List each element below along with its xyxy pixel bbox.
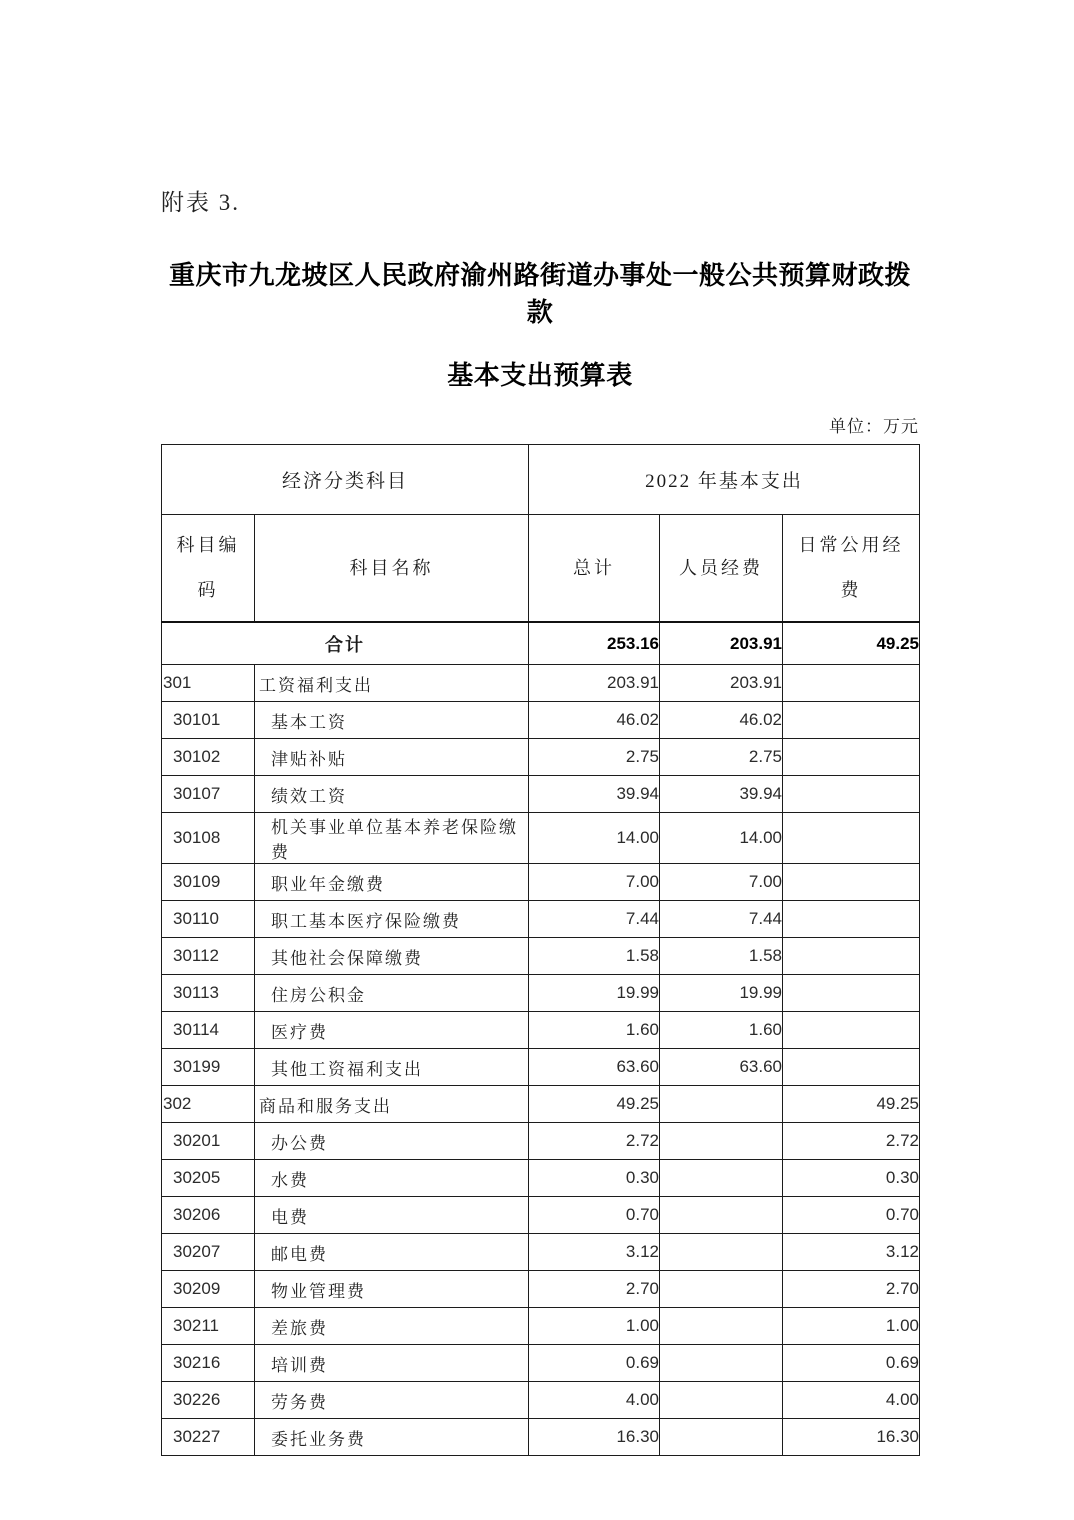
table-row — [162, 1086, 920, 1123]
table-row — [162, 1123, 920, 1160]
row-personnel-cell — [660, 1419, 783, 1456]
column-header-personnel-funds: 人员经费 — [660, 515, 783, 623]
table-row — [162, 1308, 920, 1345]
row-daily-cell — [783, 1012, 920, 1049]
row-total-cell: 1.00 — [529, 1308, 660, 1345]
row-personnel-cell: 39.94 — [660, 776, 783, 813]
row-code-cell: 30216 — [162, 1345, 255, 1382]
row-daily-cell: 4.00 — [783, 1382, 920, 1419]
table-row — [162, 975, 920, 1012]
row-code-cell: 30209 — [162, 1271, 255, 1308]
column-header-subject-code: 科目编码 — [162, 515, 255, 623]
row-code-cell: 30113 — [162, 975, 255, 1012]
row-name-cell: 电费 — [255, 1197, 529, 1234]
row-name-cell: 邮电费 — [255, 1234, 529, 1271]
row-daily-cell — [783, 975, 920, 1012]
total-row-total: 253.16 — [529, 622, 660, 665]
row-code-cell: 30199 — [162, 1049, 255, 1086]
row-personnel-cell: 46.02 — [660, 702, 783, 739]
row-total-cell: 39.94 — [529, 776, 660, 813]
table-row — [162, 1160, 920, 1197]
row-name-cell: 物业管理费 — [255, 1271, 529, 1308]
row-personnel-cell: 7.44 — [660, 901, 783, 938]
row-personnel-cell: 1.58 — [660, 938, 783, 975]
row-total-cell: 2.70 — [529, 1271, 660, 1308]
table-row — [162, 901, 920, 938]
page-title-line1: 重庆市九龙坡区人民政府渝州路街道办事处一般公共预算财政拨款 — [168, 260, 911, 327]
row-daily-cell: 16.30 — [783, 1419, 920, 1456]
row-daily-cell: 3.12 — [783, 1234, 920, 1271]
total-row-label: 合计 — [162, 622, 529, 665]
row-code-cell: 301 — [162, 665, 255, 702]
row-personnel-cell — [660, 1308, 783, 1345]
row-name-cell: 基本工资 — [255, 702, 529, 739]
row-name-cell: 水费 — [255, 1160, 529, 1197]
row-personnel-cell — [660, 1197, 783, 1234]
row-personnel-cell: 203.91 — [660, 665, 783, 702]
row-total-cell: 3.12 — [529, 1234, 660, 1271]
row-daily-cell: 1.00 — [783, 1308, 920, 1345]
row-personnel-cell — [660, 1345, 783, 1382]
table-row — [162, 702, 920, 739]
row-name-cell: 劳务费 — [255, 1382, 529, 1419]
row-daily-cell — [783, 813, 920, 864]
row-total-cell: 7.44 — [529, 901, 660, 938]
row-name-cell: 津贴补贴 — [255, 739, 529, 776]
row-code-cell: 30114 — [162, 1012, 255, 1049]
row-code-cell: 30101 — [162, 702, 255, 739]
table-row — [162, 938, 920, 975]
table-body-rows — [162, 622, 920, 1456]
total-row-daily: 49.25 — [783, 622, 920, 665]
total-row-personnel: 203.91 — [660, 622, 783, 665]
row-daily-cell — [783, 901, 920, 938]
row-personnel-cell — [660, 1086, 783, 1123]
row-personnel-cell — [660, 1160, 783, 1197]
row-total-cell: 4.00 — [529, 1382, 660, 1419]
row-total-cell: 46.02 — [529, 702, 660, 739]
row-name-cell: 办公费 — [255, 1123, 529, 1160]
row-total-cell: 63.60 — [529, 1049, 660, 1086]
row-daily-cell: 49.25 — [783, 1086, 920, 1123]
row-name-cell: 职业年金缴费 — [255, 864, 529, 901]
row-daily-cell — [783, 864, 920, 901]
row-total-cell: 14.00 — [529, 813, 660, 864]
row-code-cell: 30108 — [162, 813, 255, 864]
attachment-label: 附表 3. — [161, 190, 240, 215]
row-name-cell: 绩效工资 — [255, 776, 529, 813]
row-total-cell: 2.72 — [529, 1123, 660, 1160]
row-personnel-cell: 14.00 — [660, 813, 783, 864]
table-row — [162, 1271, 920, 1308]
row-name-cell: 医疗费 — [255, 1012, 529, 1049]
row-name-cell: 商品和服务支出 — [255, 1086, 529, 1123]
header-columns-row — [162, 515, 920, 623]
table-row — [162, 1345, 920, 1382]
column-header-subject-name: 科目名称 — [255, 515, 529, 623]
row-code-cell: 30206 — [162, 1197, 255, 1234]
row-name-cell: 机关事业单位基本养老保险缴费 — [255, 813, 529, 864]
row-daily-cell — [783, 739, 920, 776]
document-content — [161, 0, 919, 1456]
header-group-row — [162, 445, 920, 515]
unit-label: 单位：万元 — [829, 417, 919, 436]
column-header-daily-public-funds: 日常公用经费 — [783, 515, 920, 623]
row-total-cell: 0.30 — [529, 1160, 660, 1197]
table-row — [162, 665, 920, 702]
row-total-cell: 1.58 — [529, 938, 660, 975]
row-daily-cell — [783, 938, 920, 975]
row-total-cell: 19.99 — [529, 975, 660, 1012]
row-total-cell: 16.30 — [529, 1419, 660, 1456]
row-name-cell: 其他工资福利支出 — [255, 1049, 529, 1086]
row-code-cell: 30109 — [162, 864, 255, 901]
row-total-cell: 0.69 — [529, 1345, 660, 1382]
row-name-cell: 工资福利支出 — [255, 665, 529, 702]
row-daily-cell: 2.72 — [783, 1123, 920, 1160]
row-total-cell: 1.60 — [529, 1012, 660, 1049]
row-daily-cell: 0.69 — [783, 1345, 920, 1382]
row-name-cell: 委托业务费 — [255, 1419, 529, 1456]
row-daily-cell — [783, 702, 920, 739]
header-2022-basic-expenditure: 2022 年基本支出 — [529, 445, 920, 515]
row-code-cell: 30211 — [162, 1308, 255, 1345]
table-row — [162, 739, 920, 776]
row-code-cell: 30205 — [162, 1160, 255, 1197]
row-daily-cell: 0.30 — [783, 1160, 920, 1197]
row-total-cell: 0.70 — [529, 1197, 660, 1234]
row-daily-cell — [783, 1049, 920, 1086]
row-code-cell: 302 — [162, 1086, 255, 1123]
row-daily-cell — [783, 665, 920, 702]
page-title-line2: 基本支出预算表 — [447, 360, 633, 390]
row-name-cell: 其他社会保障缴费 — [255, 938, 529, 975]
row-code-cell: 30107 — [162, 776, 255, 813]
row-personnel-cell: 19.99 — [660, 975, 783, 1012]
table-row — [162, 776, 920, 813]
row-personnel-cell — [660, 1382, 783, 1419]
row-code-cell: 30227 — [162, 1419, 255, 1456]
table-row — [162, 1049, 920, 1086]
row-name-cell: 差旅费 — [255, 1308, 529, 1345]
row-total-cell: 7.00 — [529, 864, 660, 901]
row-personnel-cell — [660, 1123, 783, 1160]
table-row — [162, 1234, 920, 1271]
row-personnel-cell: 1.60 — [660, 1012, 783, 1049]
row-personnel-cell: 2.75 — [660, 739, 783, 776]
row-name-cell: 培训费 — [255, 1345, 529, 1382]
table-row — [162, 1382, 920, 1419]
row-personnel-cell: 63.60 — [660, 1049, 783, 1086]
row-daily-cell: 2.70 — [783, 1271, 920, 1308]
table-row — [162, 1012, 920, 1049]
row-code-cell: 30201 — [162, 1123, 255, 1160]
table-row — [162, 864, 920, 901]
table-row — [162, 813, 920, 864]
row-name-cell: 住房公积金 — [255, 975, 529, 1012]
row-total-cell: 2.75 — [529, 739, 660, 776]
row-code-cell: 30207 — [162, 1234, 255, 1271]
row-total-cell: 203.91 — [529, 665, 660, 702]
row-personnel-cell — [660, 1271, 783, 1308]
budget-table — [161, 444, 920, 1456]
table-row — [162, 1197, 920, 1234]
row-personnel-cell: 7.00 — [660, 864, 783, 901]
row-code-cell: 30110 — [162, 901, 255, 938]
row-code-cell: 30226 — [162, 1382, 255, 1419]
header-economic-classification: 经济分类科目 — [162, 445, 529, 515]
table-row — [162, 1419, 920, 1456]
row-code-cell: 30112 — [162, 938, 255, 975]
row-personnel-cell — [660, 1234, 783, 1271]
grand-total-row — [162, 622, 920, 665]
row-code-cell: 30102 — [162, 739, 255, 776]
column-header-total: 总计 — [529, 515, 660, 623]
row-daily-cell: 0.70 — [783, 1197, 920, 1234]
row-name-cell: 职工基本医疗保险缴费 — [255, 901, 529, 938]
row-total-cell: 49.25 — [529, 1086, 660, 1123]
row-daily-cell — [783, 776, 920, 813]
